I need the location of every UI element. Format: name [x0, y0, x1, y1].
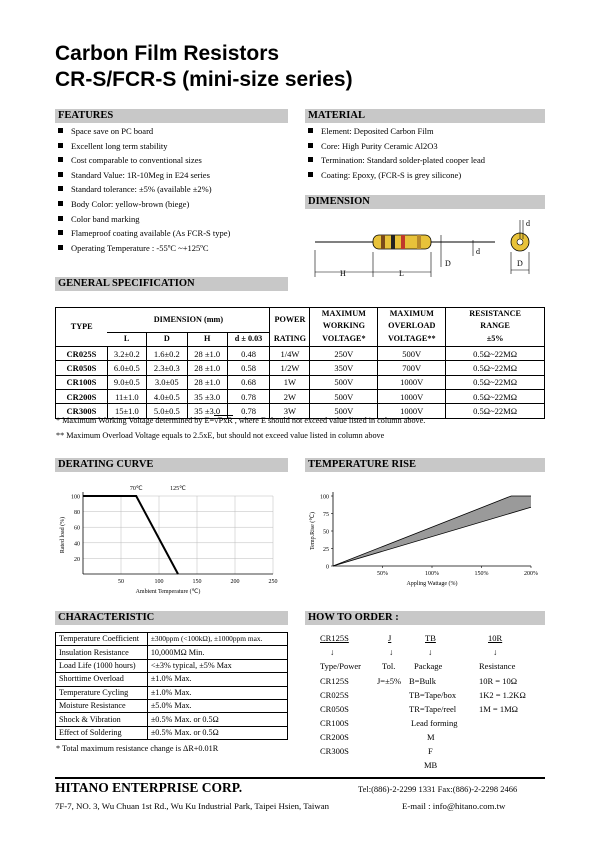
- order-code-resistance: 10R: [488, 633, 503, 643]
- table-row: CR200S 11±1.0 4.0±0.5 35 ±3.0 0.78 2W 500V 1000V 0.5Ω~22MΩ: [56, 390, 545, 404]
- temp-rise-chart: [305, 478, 545, 598]
- x-tick-label: 150: [192, 579, 202, 585]
- feature-item: Excellent long term stability: [58, 139, 230, 154]
- footer-rule: [55, 777, 545, 779]
- material-item: Termination: Standard solder-plated cooper lead: [308, 153, 485, 168]
- table-row: Moisture Resistance ±5.0% Max.: [56, 699, 288, 712]
- spec-head-dimension: DIMENSION (mm): [107, 308, 270, 333]
- spec-head-power: POWER: [270, 308, 310, 333]
- x-tick-label: 100%: [425, 571, 439, 577]
- arrow-down-icon: ↓: [330, 647, 335, 657]
- spec-head-max1: MAXIMUM: [321, 309, 366, 318]
- arrow-down-icon: ↓: [428, 647, 433, 657]
- feature-item: Standard tolerance: ±5% (available ±2%): [58, 182, 230, 197]
- table-row: Shorttime Overload ±1.0% Max.: [56, 673, 288, 686]
- table-row: CR025S 3.2±0.2 1.6±0.2 28 ±1.0 0.48 1/4W 250V 500V 0.5Ω~22MΩ: [56, 346, 545, 360]
- spec-head-h: H: [187, 332, 227, 346]
- general-spec-heading: GENERAL SPECIFICATION: [55, 277, 288, 291]
- feature-item: Standard Value: 1R-10Meg in E24 series: [58, 168, 230, 183]
- footer-tel: Tel:(886)-2-2299 1331 Fax:(886)-2-2298 2466: [358, 784, 518, 794]
- features-list: [58, 124, 230, 255]
- annotation-label: 125℃: [170, 486, 186, 492]
- table-row: CR050S 6.0±0.5 2.3±0.3 28 ±1.0 0.58 1/2W 350V 700V 0.5Ω~22MΩ: [56, 361, 545, 375]
- characteristic-table: [55, 632, 288, 740]
- spec-head-tol: ±5%: [446, 332, 545, 346]
- table-row: Insulation Resistance 10,000MΩ Min.: [56, 646, 288, 659]
- x-tick-label: 200: [230, 579, 240, 585]
- arrow-down-icon: ↓: [493, 647, 498, 657]
- x-tick-label: 100: [154, 579, 164, 585]
- derating-heading: DERATING CURVE: [55, 458, 288, 472]
- spec-head-max2: MAXIMUM: [389, 309, 434, 318]
- y-tick-label: 100: [71, 494, 80, 501]
- spec-head-l: L: [107, 332, 146, 346]
- y-tick-label: 25: [323, 547, 329, 553]
- y-tick-label: 60: [74, 525, 80, 532]
- table-row: Shock & Vibration ±0.5% Max. or 0.5Ω: [56, 713, 288, 726]
- y-tick-label: 75: [323, 512, 329, 518]
- order-code-package: TB: [425, 633, 436, 643]
- dim-label-h: H: [340, 269, 346, 278]
- dim-label-d-end: d: [526, 219, 530, 228]
- feature-item: Body Color: yellow-brown (biege): [58, 197, 230, 212]
- spec-note-2: ** Maximum Overload Voltage equals to 2.5xE, but should not exceed value listed in column above: [56, 431, 385, 440]
- dimension-heading: DIMENSION: [305, 195, 545, 209]
- table-row: Effect of Soldering ±0.5% Max. or 0.5Ω: [56, 726, 288, 739]
- spec-head-working: WORKING: [322, 321, 366, 330]
- dim-label-d-lead: d: [476, 247, 480, 256]
- table-row: CR300S 15±1.0 5.0±0.5 35 ±3.0 0.78 3W 500V 1000V 0.5Ω~22MΩ: [56, 404, 545, 418]
- how-to-order-heading: HOW TO ORDER :: [305, 611, 545, 625]
- y-tick-label: 100: [320, 494, 329, 501]
- x-axis-label: Ambient Temperature (℃): [135, 589, 201, 595]
- table-row: Temperature Cycling ±1.0% Max.: [56, 686, 288, 699]
- derating-line: [83, 496, 178, 574]
- temp-rise-heading: TEMPERATURE RISE: [305, 458, 545, 472]
- material-heading: MATERIAL: [305, 109, 545, 123]
- features-heading: FEATURES: [55, 109, 288, 123]
- spec-head-type: TYPE: [56, 308, 108, 347]
- x-tick-label: 50%: [377, 571, 388, 577]
- characteristic-heading: CHARACTERISTIC: [55, 611, 288, 625]
- x-axis-label: Appling Wattage (%): [406, 581, 458, 587]
- table-row: Load Life (1000 hours) <±3% typical, ±5% Max: [56, 659, 288, 672]
- order-code-tol: J: [388, 633, 392, 643]
- table-row: Temperature Coefficient ±300ppm (<100kΩ), ±1000ppm max.: [56, 633, 288, 646]
- y-tick-label: 40: [74, 541, 80, 548]
- spec-head-d: D: [146, 332, 187, 346]
- spec-head-range: RANGE: [480, 321, 510, 330]
- material-item: Element: Deposited Carbon Film: [308, 124, 485, 139]
- temp-rise-band: [333, 496, 531, 566]
- characteristic-note: * Total maximum resistance change is ΔR+0.01R: [56, 744, 219, 753]
- y-tick-label: 20: [74, 556, 80, 563]
- material-item: Core: High Purity Ceramic Al2O3: [308, 139, 485, 154]
- x-tick-label: 150%: [474, 571, 489, 577]
- table-row: CR100S 9.0±0.5 3.0±05 28 ±1.0 0.68 1W 500V 1000V 0.5Ω~22MΩ: [56, 375, 545, 389]
- footer-email: E-mail : info@hitano.com.tw: [402, 801, 506, 811]
- derating-chart: [55, 478, 295, 598]
- dim-label-d-body: D: [445, 259, 451, 268]
- company-name: HITANO ENTERPRISE CORP.: [55, 780, 243, 795]
- page-title: Carbon Film Resistors: [55, 42, 280, 65]
- dimension-diagram: [305, 212, 545, 287]
- spec-header-row: [56, 308, 545, 333]
- y-tick-label: 0: [326, 564, 329, 571]
- material-item: Coating: Epoxy, (FCR-S is grey silicone): [308, 168, 485, 183]
- dim-label-l: L: [399, 269, 404, 278]
- order-code-type: CR125S: [320, 633, 349, 643]
- arrow-down-icon: ↓: [389, 647, 394, 657]
- dim-label-d-diam: D: [517, 259, 523, 268]
- page-subtitle: CR-S/FCR-S (mini-size series): [55, 68, 353, 91]
- y-tick-label: 80: [74, 510, 80, 517]
- spec-head-rating: RATING: [270, 332, 310, 346]
- x-tick-label: 250: [268, 579, 278, 585]
- spec-head-voltage1: VOLTAGE*: [310, 332, 378, 346]
- feature-item: Operating Temperature : -55ºC ~+125ºC: [58, 241, 230, 256]
- temp-rise-lower-line: [333, 507, 531, 566]
- feature-item: Cost comparable to conventional sizes: [58, 153, 230, 168]
- annotation-label: 70℃: [129, 486, 143, 492]
- feature-item: Flameproof coating available (As FCR-S type): [58, 226, 230, 241]
- spec-head-lead-d: d ± 0.03: [227, 332, 270, 346]
- material-list: [308, 124, 485, 182]
- y-axis-label: Rated load (%): [60, 516, 66, 554]
- x-tick-label: 200%: [524, 571, 538, 577]
- spec-table: [55, 307, 545, 419]
- y-axis-label: Temp.Rise (℃): [310, 512, 316, 550]
- feature-item: Space save on PC board: [58, 124, 230, 139]
- spec-head-voltage2: VOLTAGE**: [378, 332, 446, 346]
- spec-head-overload: OVERLOAD: [388, 321, 436, 330]
- x-tick-label: 50: [118, 579, 124, 585]
- y-tick-label: 50: [323, 529, 329, 536]
- feature-item: Color band marking: [58, 212, 230, 227]
- footer-address: 7F-7, NO. 3, Wu Chuan 1st Rd., Wu Ku Industrial Park, Taipei Hsien, Taiwan: [55, 801, 329, 811]
- spec-note-1: * Maximum Working Voltage determined by E=√PxR , where E should not exceed value listed in column above.: [56, 416, 426, 425]
- spec-head-resistance: RESISTANCE: [469, 309, 521, 318]
